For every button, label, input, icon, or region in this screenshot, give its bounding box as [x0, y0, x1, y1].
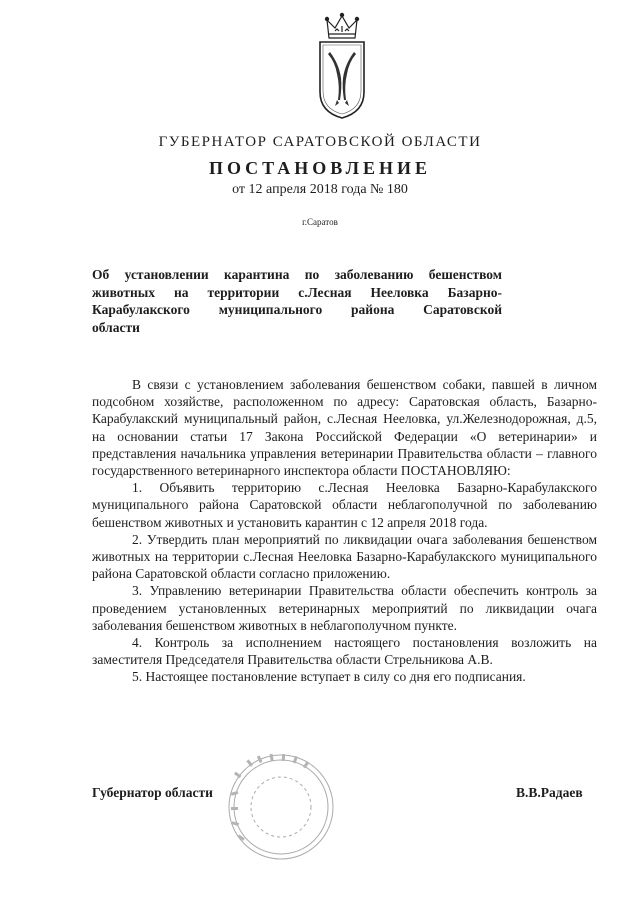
preamble-paragraph: В связи с установлением заболевания бешенством собаки, павшей в личном подсобном хозяйстве, расположенном по адресу: Саратовская область, Базарно-Карабулакский муниципальный район, с.Лесная Нееловка, ул.Железнодорожная, д.5, на основании статьи 17 Закона Российской Федерации «О ветеринарии» и представления начальника управления ветеринарии Правительства области – главного государственного ветеринарного инспектора области ПОСТАНОВЛЯЮ:: [92, 377, 597, 479]
clause-paragraph: 5. Настоящее постановление вступает в силу со дня его подписания.: [132, 669, 526, 685]
document-city: г.Саратов: [302, 217, 338, 227]
official-seal-stamp-icon: [226, 752, 336, 862]
clause-paragraph: 4. Контроль за исполнением настоящего постановления возложить на заместителя Председателя Правительства области Стрельникова А.В.: [92, 635, 597, 668]
document-subject: [92, 266, 502, 336]
clause-paragraph: 3. Управлению ветеринарии Правительства области обеспечить контроль за проведением установленных ветеринарных мероприятий по ликвидации очага заболевания бешенством животных в неблагополучном пункте.: [92, 583, 597, 633]
clause-paragraph: 2. Утвердить план мероприятий по ликвидации очага заболевания бешенством животных на территории с.Лесная Нееловка Базарно-Карабулакского муниципального района Саратовской области согласно приложению.: [92, 531, 597, 582]
signatory-name: В.В.Радаев: [516, 785, 583, 800]
clause-paragraph: 1. Объявить территорию с.Лесная Нееловка Базарно-Карабулакского муниципального района Саратовской области неблагополучной по заболеванию бешенством животных и установить карантин с 12 апреля 2018 года.: [92, 480, 597, 530]
document-date-number: от 12 апреля 2018 года № 180: [232, 182, 408, 197]
saratov-coat-of-arms-icon: [315, 12, 369, 122]
subject-line: области: [92, 319, 140, 335]
document-body: [92, 376, 597, 686]
subject-line: Карабулакского муниципального района Саратовской: [92, 302, 502, 317]
issuing-authority: ГУБЕРНАТОР САРАТОВСКОЙ ОБЛАСТИ: [158, 134, 482, 150]
signatory-position: Губернатор области: [92, 785, 213, 800]
subject-line: Об установлении карантина по заболеванию бешенством: [92, 267, 502, 282]
subject-line: животных на территории с.Лесная Нееловка Базарно-: [92, 284, 502, 300]
document-type-title: ПОСТАНОВЛЕНИЕ: [208, 158, 432, 178]
